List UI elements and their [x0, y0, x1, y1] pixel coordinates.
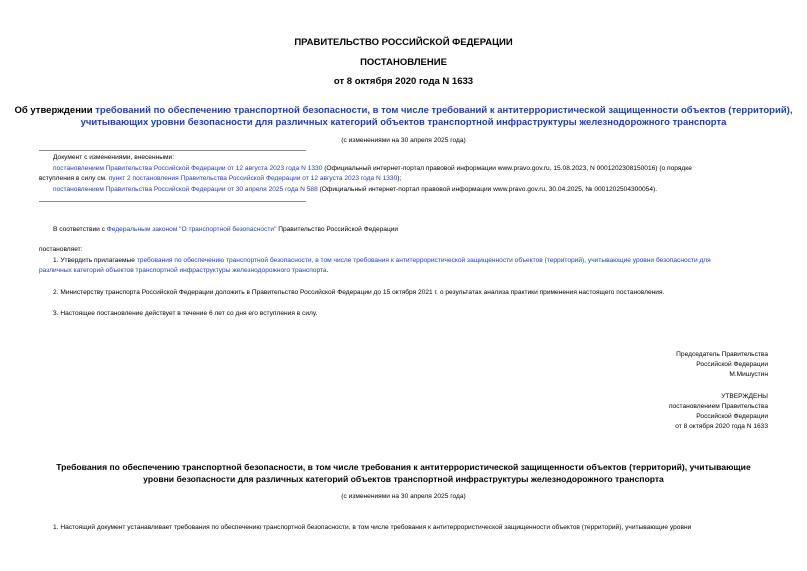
title-link-line1[interactable]: требований по обеспечению транспортной безопасности, в том числе требований к антитеррористической защищенности объектов (территорий), [95, 105, 793, 116]
changes-item-1-cont [39, 174, 769, 183]
changes-item-1-text-b: вступления в силу см. [39, 175, 109, 182]
signature-country: Российской Федерации [696, 361, 768, 368]
changes-item-1 [53, 164, 773, 173]
approved-by: постановлением Правительства [668, 403, 768, 410]
divider-top [39, 150, 306, 151]
requirements-title-line2: уровни безопасности для различных категорий объектов транспортной инфраструктуры железнодорожного транспорта [143, 474, 664, 484]
federal-law-link[interactable]: Федеральным законом "О транспортной безопасности" [106, 226, 277, 233]
divider-bottom [39, 201, 306, 202]
decides-label: постановляет: [39, 246, 83, 253]
document-type: ПОСТАНОВЛЕНИЕ [360, 57, 447, 68]
changes-item-1-text: (Официальный интернет-портал правовой информации www.pravo.gov.ru, 15.08.2023, N 0001202308150016) (о порядке [322, 165, 692, 172]
changes-intro: Документ с изменениями, внесенными: [53, 154, 175, 161]
title-link-line2[interactable]: учитывающих уровни безопасности для различных категорий объектов транспортной инфраструктуры железнодорожного транспорта [80, 117, 727, 128]
changes-item-2-link[interactable]: постановлением Правительства Российской Федерации от 30 апреля 2025 года N 588 [53, 186, 318, 193]
approved-date: от 8 октября 2020 года N 1633 [675, 423, 768, 430]
changes-item-1-link[interactable]: постановлением Правительства Российской Федерации от 12 августа 2023 года N 1330 [53, 165, 323, 172]
changes-item-1-link-2[interactable]: пункт 2 постановления Правительства Российской Федерации от 12 августа 2023 года N 1330 [108, 175, 398, 182]
amendment-note: (с изменениями на 30 апреля 2025 года) [341, 137, 466, 144]
point-2: 2. Министерству транспорта Российской Федерации доложить в Правительство Российской Федерации до 15 октября 2021 г. о результатах анализа практики применения настоящего постановления. [53, 289, 665, 296]
point-1-link-1[interactable]: требования по обеспечению транспортной безопасности, в том числе требования к антитеррористической защищенности объектов (территорий), учитывающие уровни безопасности для [136, 257, 711, 264]
point-1-link-2[interactable]: различных категорий объектов транспортной инфраструктуры железнодорожного транспорта [39, 267, 327, 274]
approved-label: УТВЕРЖДЕНЫ [721, 393, 768, 400]
document-title-line1 [0, 105, 807, 116]
preamble [53, 225, 773, 234]
approved-country: Российской Федерации [696, 413, 768, 420]
requirements-title-line1: Требования по обеспечению транспортной безопасности, в том числе требования к антитеррористической защищенности объектов (территорий), учитывающие [56, 462, 751, 472]
point-1-line2 [39, 266, 769, 275]
preamble-text-a: В соответствии с [53, 226, 107, 233]
document-date-number: от 8 октября 2020 года N 1633 [333, 76, 474, 87]
signature-title: Председатель Правительства [676, 351, 768, 358]
point-3: 3. Настоящее постановление действует в течение 6 лет со дня его вступления в силу. [53, 310, 318, 317]
preamble-text-b: Правительство Российской Федерации [276, 226, 399, 233]
point-1-end: . [326, 267, 329, 274]
signature-name: М.Мишустин [729, 371, 768, 378]
changes-item-2 [53, 185, 773, 194]
requirements-amend-note: (с изменениями на 30 апреля 2025 года) [341, 493, 466, 500]
title-prefix: Об утверждении [14, 105, 96, 116]
changes-item-1-end: ); [397, 175, 402, 182]
document-title-line2 [0, 117, 807, 128]
point-1-line1 [53, 256, 773, 265]
government-name: ПРАВИТЕЛЬСТВО РОССИЙСКОЙ ФЕДЕРАЦИИ [294, 37, 513, 48]
changes-item-2-text: (Официальный интернет-портал правовой информации www.pravo.gov.ru, 30.04.2025, № 0001202504300054). [317, 186, 658, 193]
requirements-point-1: 1. Настоящий документ устанавливает требования по обеспечению транспортной безопасности, в том числе требования к антитеррористической защищенности объектов (территорий), учитывающие уровни [53, 524, 692, 531]
point-1-text: 1. Утвердить прилагаемые [53, 257, 137, 264]
